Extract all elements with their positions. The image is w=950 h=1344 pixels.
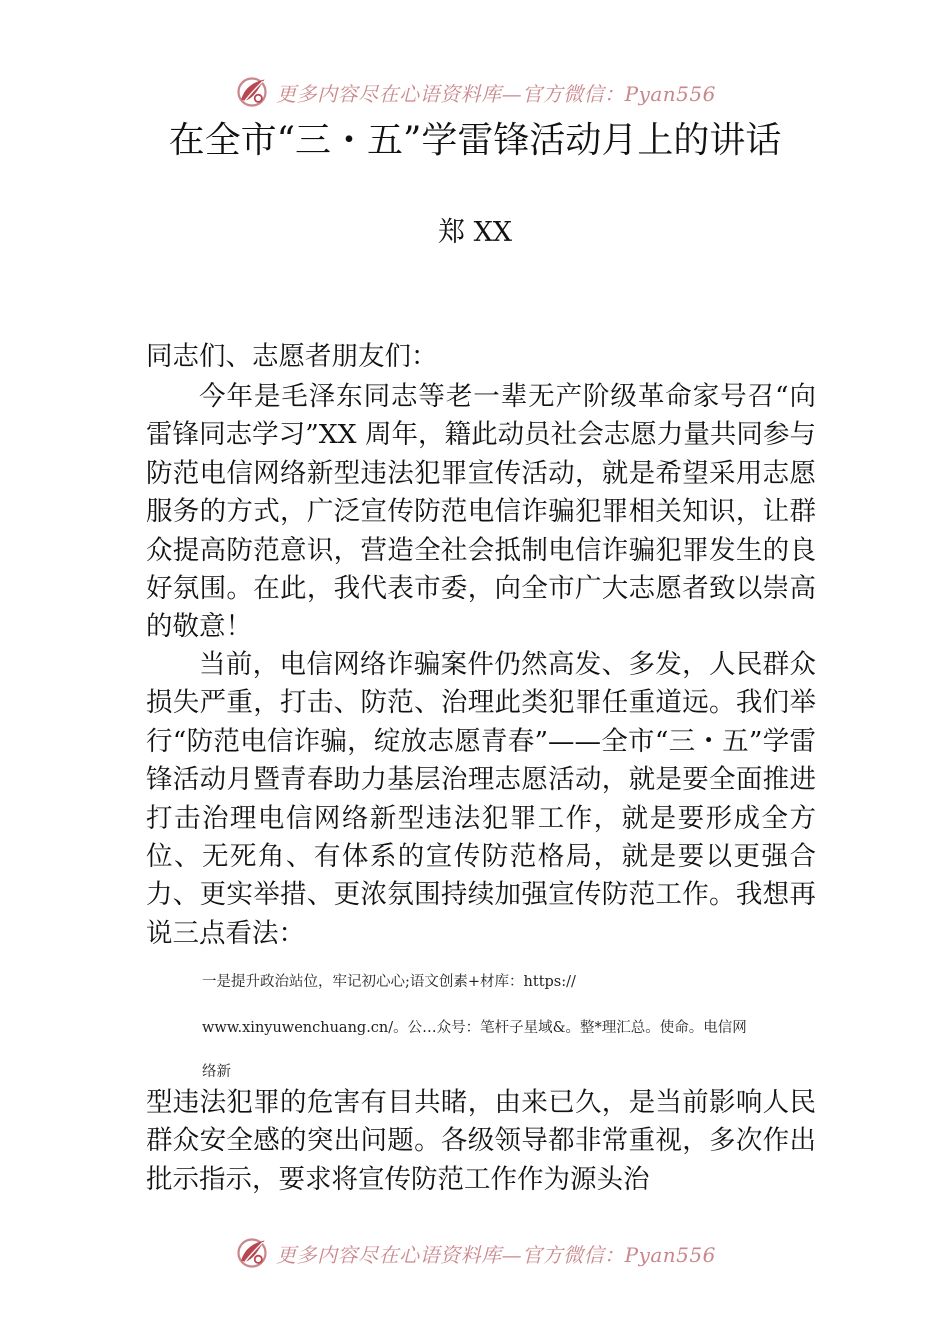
document-author: 郑 XX <box>437 217 513 248</box>
watermark-text: 更多内容尽在心语资料库—官方微信：Pyan556 <box>276 81 716 106</box>
paragraph-2-text: 当前，电信网络诈骗案件仍然高发、多发，人民群众损失严重，打击、防范、治理此类犯罪任重道远。我们举行“防范电信诈骗，绽放志愿青春”——全市“三・五”学雷锋活动月暨青春助力基层治理志愿活动，就是要全面推进打击治理电信网络新型违法犯罪工作，就是要形成全方位、无死角、有体系的宣传防范格局，就是要以更强合力、更实举措、更浓氛围持续加强宣传防范工作。我想再说三点看法： <box>146 649 816 949</box>
watermark-footer <box>0 1233 950 1273</box>
paragraph-1 <box>146 378 816 647</box>
paragraph-3-text: 型违法犯罪的危害有目共睹，由来已久，是当前影响人民群众安全感的突出问题。各级领导都非常重视，多次作出批示指示，要求将宣传防范工作作为源头治 <box>146 1087 816 1195</box>
leaf-swirl-logo-icon <box>234 74 270 110</box>
watermark-text: 更多内容尽在心语资料库—官方微信：Pyan556 <box>276 1242 716 1267</box>
paragraph-3 <box>146 1084 816 1199</box>
document-title: 在全市“三・五”学雷锋活动月上的讲话 <box>168 120 782 161</box>
greeting-text: 同志们、志愿者朋友们： <box>146 341 438 372</box>
greeting <box>146 338 816 376</box>
small-text-line-2: www.xinyuwenchuang.cn/。公…众号：笔杆子星域&。整*理汇总。使命。电信网 <box>202 1020 747 1036</box>
leaf-swirl-logo-icon <box>234 1235 270 1271</box>
small-text-line-1: 一是提升政治站位，牢记初心心;语文创素+材库：https:// <box>202 974 576 990</box>
watermark-header <box>0 72 950 112</box>
paragraph-2 <box>146 646 816 953</box>
small-text-line-3: 络新 <box>202 1064 231 1080</box>
paragraph-1-text: 今年是毛泽东同志等老一辈无产阶级革命家号召“向雷锋同志学习”XX 周年，籍此动员社会志愿力量共同参与防范电信网络新型违法犯罪宣传活动，就是希望采用志愿服务的方式，广泛宣传防范电信诈骗犯罪相关知识，让群众提高防范意识，营造全社会抵制电信诈骗犯罪发生的良好氛围。在此，我代表市委，向全市广大志愿者致以崇高的敬意！ <box>146 381 816 643</box>
